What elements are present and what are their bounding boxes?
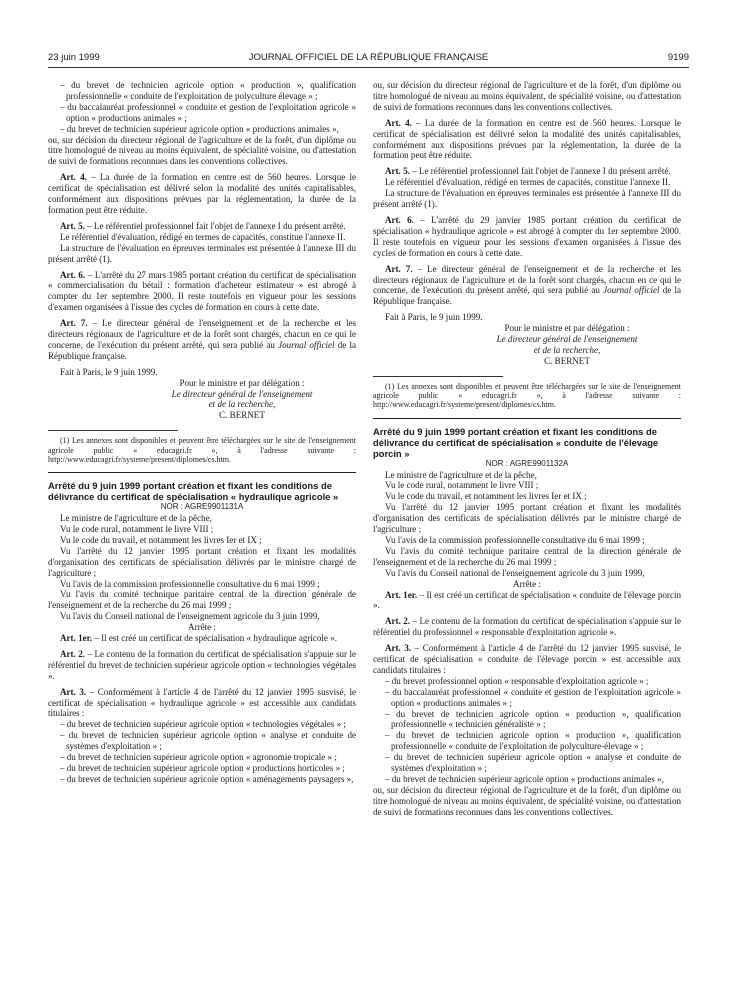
list-item: – du brevet de technicien supérieur agricole option « technologies végétales » ; <box>60 719 346 730</box>
eligible-diplomas-list <box>48 80 356 135</box>
footnote: (1) Les annexes sont disponibles et peuvent être téléchargées sur le site de l'enseignement agricole public « educagri.fr », à l'adresse suivante : http://www.educagri.fr/systeme/present/diplomes/cs.htm. <box>373 381 681 410</box>
article-text: – Le référentiel professionnel fait l'objet de l'annexe I du présent arrêté. <box>84 220 346 231</box>
article-6 <box>48 270 356 314</box>
section-separator <box>373 418 681 419</box>
article-7 <box>48 318 356 362</box>
paragraph: ou, sur décision du directeur régional de l'agriculture et de la forêt, d'un diplôme ou titre homologué de niveau au moins équivalent, de spécialité voisine, ou d'attestation de suivi de formations reconnues dans les conventions collectives. <box>373 80 681 112</box>
paragraph: La structure de l'évaluation en épreuves terminales est présentée à l'annexe III du présent arrêté (1). <box>373 188 681 210</box>
list-item: – du brevet de technicien supérieur agricole option « analyse et conduite de systèmes d'exploitation » ; <box>60 730 356 752</box>
list-item: – du brevet de technicien supérieur agricole option « aménagements paysagers », <box>60 773 354 784</box>
article-2 <box>48 649 356 682</box>
article-label: Art. 2. <box>60 648 86 659</box>
page-header <box>48 52 689 66</box>
article-text: de la République française. <box>48 339 357 361</box>
visa-line: Le ministre de l'agriculture et de la pêche, <box>60 513 212 524</box>
article-label: Art. 1er. <box>60 633 93 644</box>
right-column <box>373 80 681 818</box>
signature-line: Le directeur général de l'enseignement <box>496 334 638 345</box>
article-text: – Conformément à l'article 4 de l'arrêté du 12 janvier 1995 susvisé, le certificat de spécialisation « hydraulique agricole » est accessible aux candidats titulaires : <box>48 686 357 719</box>
journal-name: Journal officiel <box>603 285 660 296</box>
article-text: – La durée de la formation en centre est de 560 heures. Lorsque le certificat de spécialisation est délivré selon la modalité des unités capitalisables, conformément aux dispositions prévues par la réglementation, la durée de la formation peut être réduite. <box>48 172 357 215</box>
article-4 <box>373 118 681 162</box>
visa-line: Le ministre de l'agriculture et de la pêche, <box>385 469 537 480</box>
article-label: Art. 3. <box>385 643 412 654</box>
article-text: – L'arrêté du 27 mars 1985 portant création du certificat de spécialisation « commercialisation du bétail : formation d'acheteur estimateur » est abrogé à compter du 1er septembre 2000. Il reste toutefois en vigueur pour les sessions d'examen organisées à l'issue des cycles de formation en cours à cette date. <box>48 269 357 313</box>
arrete-heading: Arrête : <box>513 578 541 589</box>
visa-line: Vu l'avis du Conseil national de l'enseignement agricole du 3 juin 1999, <box>385 567 645 578</box>
visa-line: Vu l'avis du comité technique paritaire central de la direction générale de l'enseignement et de la recherche du 26 mai 1999 ; <box>373 545 681 567</box>
paragraph: La structure de l'évaluation en épreuves terminales est présentée à l'annexe III du présent arrêté (1). <box>48 242 356 264</box>
visa-line: Vu l'arrêté du 12 janvier 1995 portant création et fixant les modalités d'organisation des certificats de spécialisation délivrés par le ministre chargé de l'agriculture ; <box>373 502 681 535</box>
footnote-rule <box>373 376 503 377</box>
header-page-number: 9199 <box>667 52 689 63</box>
decree-title: Arrêté du 9 juin 1999 portant création et fixant les conditions de délivrance du certificat de spécialisation « hydraulique agricole » <box>48 480 339 503</box>
article-text: – Conformément à l'article 4 de l'arrêté du 12 janvier 1995 susvisé, le certificat de spécialisation « conduite de l'élevage porcin » est accessible aux candidats titulaires : <box>373 643 682 675</box>
article-text: – Il est créé un certificat de spécialisation « hydraulique agricole ». <box>92 633 337 644</box>
article-text: – Le référentiel professionnel fait l'objet de l'annexe I du présent arrêté. <box>409 166 671 177</box>
header-journal-title: JOURNAL OFFICIEL DE LA RÉPUBLIQUE FRANÇAISE <box>248 52 489 63</box>
article-2 <box>373 616 681 638</box>
paragraph: Le référentiel d'évaluation, rédigé en termes de capacités, constitue l'annexe II. <box>385 177 671 188</box>
eligible-diplomas-list <box>48 719 356 784</box>
article-label: Art. 6. <box>60 269 86 280</box>
list-item: – du baccalauréat professionnel « conduite et gestion de l'exploitation agricole » option « productions animales » ; <box>60 101 356 123</box>
list-item: – du brevet de technicien supérieur agricole option « agronomie tropicale » ; <box>60 752 337 763</box>
article-7 <box>373 264 681 308</box>
signature-line: et de la recherche, <box>208 399 276 410</box>
article-label: Art. 7. <box>385 263 413 274</box>
list-item: – du brevet de technicien supérieur agricole option « productions animales », <box>385 774 664 785</box>
visa-line: Vu l'arrêté du 12 janvier 1995 portant création et fixant les modalités d'organisation des certificats de spécialisation délivrés par le ministre chargé de l'agriculture ; <box>48 545 356 578</box>
visa-line: Vu le code rural, notamment le livre VIII ; <box>385 480 539 491</box>
article-label: Art. 2. <box>385 616 411 627</box>
article-label: Art. 7. <box>60 318 88 329</box>
article-text: – Le contenu de la formation du certificat de spécialisation s'appuie sur le référentiel du professionnel « responsable d'exploitation agricole ». <box>373 616 681 638</box>
paragraph: ou, sur décision du directeur régional de l'agriculture et de la forêt, d'un diplôme ou titre homologué de niveau au moins équivalent, de spécialité voisine, ou d'attestation de suivi de formations reconnues dans les conventions collectives. <box>48 134 356 167</box>
article-label: Art. 1er. <box>385 589 418 600</box>
visa-line: Vu le code du travail, et notamment les livres Ier et IX ; <box>385 491 587 502</box>
article-text: – La durée de la formation en centre est de 560 heures. Lorsque le certificat de spécialisation est délivré selon la modalité des unités capitalisables, conformément aux dispositions prévues par la réglementation, la durée de la formation peut être réduite. <box>373 117 682 161</box>
signature-date: Fait à Paris, le 9 juin 1999. <box>60 366 158 377</box>
article-text: – Le contenu de la formation du certificat de spécialisation s'appuie sur le référentiel du brevet de technicien supérieur agricole option « technologies végétales ». <box>48 648 356 681</box>
header-rule <box>48 67 689 68</box>
signatory-name: C. BERNET <box>219 410 265 421</box>
signature-line: Pour le ministre et par délégation : <box>179 377 305 388</box>
list-item: – du brevet de technicien agricole option « production », qualification professionnelle « technicien généraliste » ; <box>385 708 681 730</box>
article-text: de la République française. <box>373 285 682 307</box>
visa-line: Vu l'avis du Conseil national de l'enseignement agricole du 3 juin 1999, <box>60 611 320 622</box>
nor-reference: NOR : AGRE9901132A <box>485 458 569 468</box>
article-1 <box>373 590 681 612</box>
signature-date: Fait à Paris, le 9 juin 1999. <box>385 312 483 323</box>
article-label: Art. 4. <box>60 172 87 183</box>
signatory-name: C. BERNET <box>544 355 590 366</box>
article-label: Art. 3. <box>60 686 87 697</box>
visa-line: Vu l'avis de la commission professionnelle consultative du 6 mai 1999 ; <box>60 578 320 589</box>
article-3 <box>48 687 356 720</box>
article-5 <box>373 166 681 177</box>
list-item: – du brevet de technicien supérieur agricole option « productions horticoles » ; <box>60 763 345 774</box>
paragraph: ou, sur décision du directeur régional de l'agriculture et de la forêt, d'un diplôme ou titre homologué de niveau au moins équivalent, de spécialité voisine, ou d'attestation de suivi de formations reconnues dans les conventions collectives. <box>373 784 681 817</box>
arrete-heading: Arrête : <box>188 622 216 633</box>
eligible-diplomas-list <box>373 676 681 785</box>
signature-block <box>128 378 356 422</box>
article-label: Art. 4. <box>385 117 412 128</box>
header-date: 23 juin 1999 <box>48 52 100 63</box>
article-label: Art. 6. <box>385 214 414 225</box>
article-label: Art. 5. <box>385 166 410 177</box>
signature-line: et de la recherche, <box>533 344 601 355</box>
article-text: – Le directeur général de l'enseignement et de la recherche et les directeurs régionaux de l'agriculture et de la forêt sont chargés, chacun en ce qui le concerne, de l'exécution du présent arrêté, qui sera publié au <box>373 263 681 296</box>
section-separator <box>48 472 356 473</box>
article-4 <box>48 172 356 216</box>
list-item: – du baccalauréat professionnel « conduite et gestion de l'exploitation agricole » option « productions animales » ; <box>385 686 681 708</box>
list-item: – du brevet de technicien agricole option « production », qualification professionnelle « conduite de l'exploitation de polyculture élevage » ; <box>60 80 356 101</box>
decree-title: Arrêté du 9 juin 1999 portant création et fixant les conditions de délivrance du certificat de spécialisation « conduite de l'élevage porcin » <box>373 425 659 459</box>
signature-block <box>453 323 681 367</box>
footnote: (1) Les annexes sont disponibles et peuvent être téléchargées sur le site de l'enseignement agricole public « educagri.fr », à l'adresse suivante : http://www.educagri.fr/systeme/present/diplomes/cs.htm. <box>48 436 356 464</box>
list-item: – du brevet de technicien supérieur agricole option « productions animales », <box>60 123 339 134</box>
list-item: – du brevet de technicien supérieur agricole option « analyse et conduite de systèmes d'exploitation » ; <box>385 752 681 774</box>
article-text: – Le directeur général de l'enseignement et de la recherche et les directeurs régionaux de l'agriculture et de la forêt sont chargés, chacun en ce qui le concerne, de l'exécution du présent arrêté, qui sera publié au <box>48 318 356 350</box>
journal-name: Journal officiel <box>278 339 335 350</box>
left-column <box>48 80 356 785</box>
list-item: – du brevet professionnel option « responsable d'exploitation agricole » ; <box>385 675 649 686</box>
article-3 <box>373 643 681 676</box>
article-text: – Il est créé un certificat de spécialisation « conduite de l'élevage porcin ». <box>373 589 681 611</box>
signature-line: Le directeur général de l'enseignement <box>171 388 313 399</box>
article-1 <box>48 633 356 644</box>
footnote-rule <box>48 430 178 431</box>
visa-line: Vu le code rural, notamment le livre VIII ; <box>60 523 214 534</box>
list-item: – du brevet de technicien agricole option « production », qualification professionnelle « conduite de l'exploitation de polyculture-élevage » ; <box>385 730 681 752</box>
nor-reference: NOR : AGRE9901131A <box>160 502 244 512</box>
signature-line: Pour le ministre et par délégation : <box>504 323 630 334</box>
article-6 <box>373 215 681 259</box>
visa-line: Vu le code du travail, et notamment les livres Ier et IX ; <box>60 534 262 545</box>
paragraph: Le référentiel d'évaluation, rédigé en termes de capacités, constitue l'annexe II. <box>60 231 346 242</box>
visa-line: Vu l'avis du comité technique paritaire central de la direction générale de l'enseignement et de la recherche du 26 mai 1999 ; <box>48 589 356 611</box>
article-label: Art. 5. <box>60 220 85 231</box>
visa-line: Vu l'avis de la commission professionnelle consultative du 6 mai 1999 ; <box>385 534 645 545</box>
article-5 <box>48 221 356 232</box>
article-text: – L'arrêté du 29 janvier 1985 portant création du certificat de spécialisation « hydraulique agricole » est abrogé à compter du 1er septembre 2000. Il reste toutefois en vigueur pour les sessions d'examen organisées à l'issue des cycles de formation en cours à cette date. <box>373 214 681 258</box>
